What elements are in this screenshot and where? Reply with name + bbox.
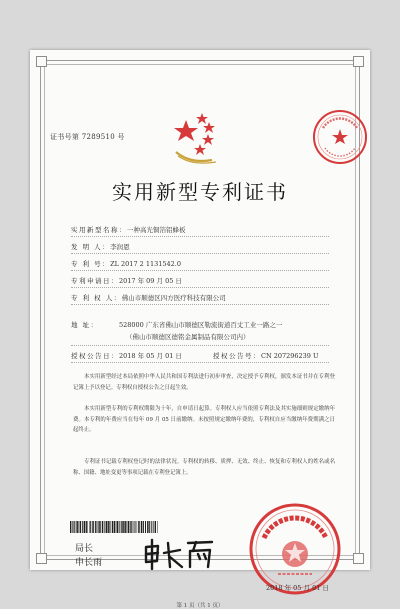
frame-corner xyxy=(353,553,364,564)
certificate-number: 证书号第 7289510 号 xyxy=(50,133,125,141)
frame-corner xyxy=(353,56,364,67)
barcode-icon xyxy=(70,521,160,533)
state-ip-office-seal-icon xyxy=(248,502,342,596)
certificate-title: 实用新型专利证书 xyxy=(112,180,288,204)
field-announce-number: 授权公告号：CN 207296239 U xyxy=(213,352,319,360)
divider xyxy=(71,270,329,271)
field-address-line-1: 528000 广东省佛山市顺德区勒流街道百丈工业一路之一 xyxy=(119,321,283,329)
body-paragraph: 本实用新型经过本局依照中华人民共和国专利法进行初步审查，决定授予专利权，颁发本证书并在专利登记簿上予以登记。专利权自授权公告之日起生效。 xyxy=(73,374,335,391)
divider xyxy=(71,253,329,254)
field-patent-number: 专 利 号：ZL 2017 2 1131542.0 xyxy=(71,260,181,268)
divider xyxy=(71,236,329,237)
certificate-paper xyxy=(30,50,370,609)
signer-name: 申长雨 xyxy=(75,558,103,568)
seal-date: 2018 年 05 月 01 日 xyxy=(266,584,329,592)
field-grant-date: 授权公告日：2018 年 05 月 01 日 xyxy=(71,352,182,360)
divider xyxy=(71,345,329,346)
body-paragraph: 专利证书记载专利权登记时的法律状况。专利权的转移、质押、无效、终止、恢复和专利权人的姓名或名称、国籍、地址变更等事项记载在专利登记簿上。 xyxy=(73,459,335,476)
body-paragraph: 本实用新型专利的专利权期限为十年，自申请日起算。专利权人应当依照专利法及其实施细则规定缴纳年费。本专利的年费应当在每年 09 月 05 日前缴纳。未按照规定缴纳年费的，专利权自应当缴纳年费期满之日起终止。 xyxy=(73,406,335,434)
field-utility-name: 实用新型名称：一种高光铜箔铝蜂板 xyxy=(71,226,186,234)
signer-title: 局长 xyxy=(75,544,94,554)
field-application-date: 专利申请日：2017 年 09 月 05 日 xyxy=(71,277,182,285)
divider xyxy=(71,287,329,288)
company-seal-icon xyxy=(311,108,369,166)
national-emblem-icon xyxy=(172,108,228,168)
field-inventor: 发 明 人：李润恩 xyxy=(71,243,130,251)
handwritten-signature xyxy=(140,537,220,573)
field-patentee: 专 利 权 人：佛山市顺德区四方医疗科技有限公司 xyxy=(71,294,226,302)
frame-corner xyxy=(36,553,47,564)
field-address-line-2: （佛山市顺德区德铭金属制品有限公司内） xyxy=(126,333,250,341)
page-indicator: 第 1 页（共 1 页） xyxy=(176,603,224,609)
field-address-label: 地 址： xyxy=(71,321,99,329)
divider xyxy=(71,362,329,363)
frame-corner xyxy=(36,56,47,67)
divider xyxy=(71,304,329,305)
